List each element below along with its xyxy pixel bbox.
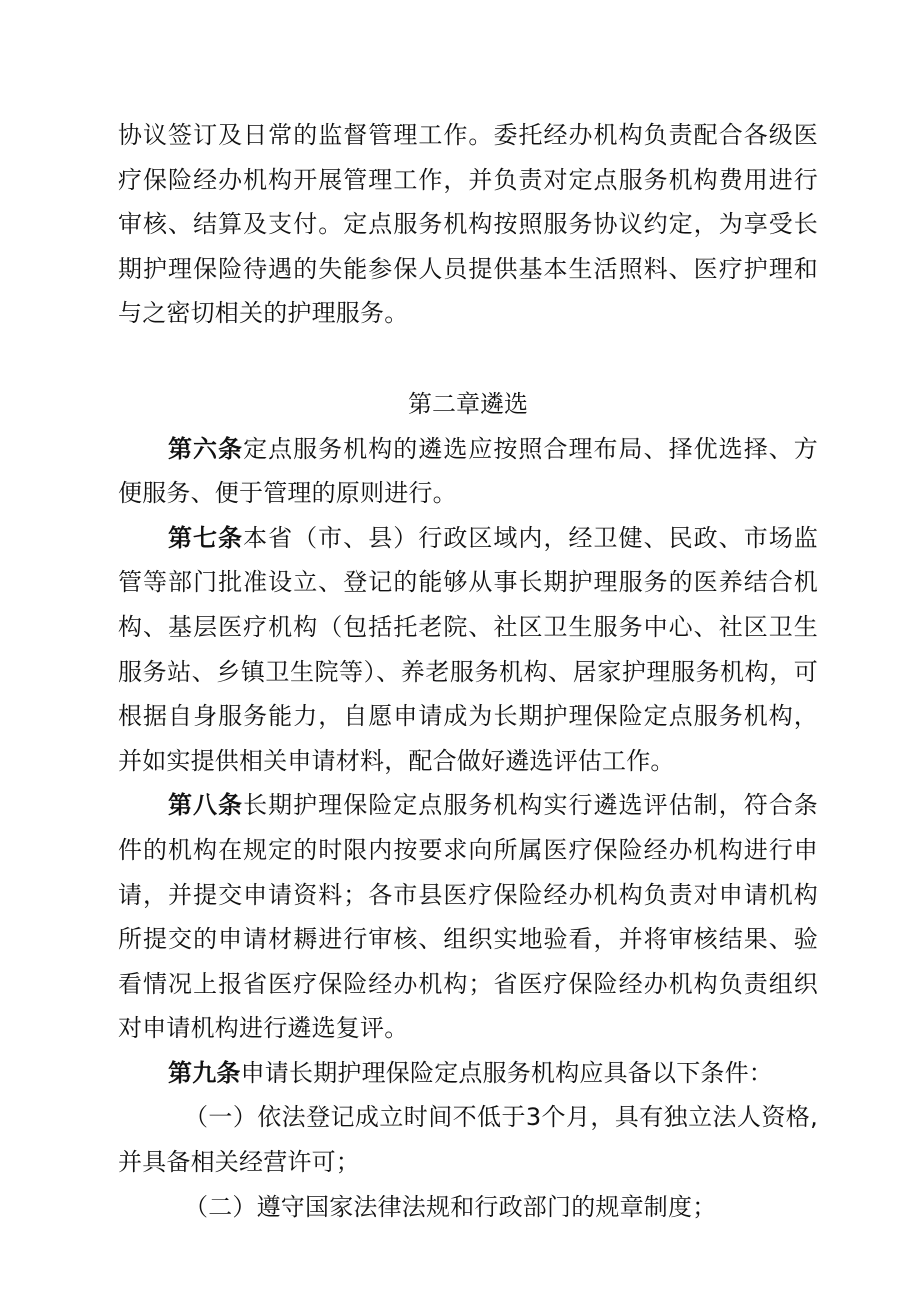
document-page [118,113,818,1229]
article-6 [118,427,818,516]
article-7 [118,516,818,784]
article-9 [118,1051,818,1096]
article-8 [118,783,818,1051]
article-6-label: 第六条 [168,434,244,463]
article-7-label: 第七条 [168,523,244,552]
article-8-label: 第八条 [168,791,244,820]
article-9-label: 第九条 [168,1058,241,1087]
condition-1: （一）依法登记成立时间不低于3个月，具有独立法人资格,并具备相关经营许可； [118,1103,818,1177]
chapter-heading: 第二章遴选 [408,389,528,418]
article-7-text: 本省（市、县）行政区域内，经卫健、民政、市场监管等部门批准设立、登记的能够从事长期护理服务的医养结合机构、基层医疗机构（包括托老院、社区卫生服务中心、社区卫生服务站、乡镇卫生院等）、养老服务机构、居家护理服务机构，可根据自身服务能力，自愿申请成为长期护理保险定点服务机构，并如实提供相关申请材料，配合做好遴选评估工作。 [118,523,818,775]
intro-paragraph: 协议签订及日常的监督管理工作。委托经办机构负责配合各级医疗保险经办机构开展管理工作，并负责对定点服务机构费用进行审核、结算及支付。定点服务机构按照服务协议约定，为享受长期护理保险待遇的失能参保人员提供基本生活照料、医疗护理和与之密切相关的护理服务。 [118,121,818,328]
condition-2: （二）遵守国家法律法规和行政部门的规章制度； [184,1192,717,1221]
article-9-text: 申请长期护理保险定点服务机构应具备以下条件： [240,1058,774,1087]
article-6-text: 定点服务机构的遴选应按照合理布局、择优选择、方便服务、便于管理的原则进行。 [118,434,818,508]
article-8-text: 长期护理保险定点服务机构实行遴选评估制，符合条件的机构在规定的时限内按要求向所属医疗保险经办机构进行申请，并提交申请资料；各市县医疗保险经办机构负责对申请机构所提交的申请材耨进行审核、组织实地验看，并将审核结果、验看情况上报省医疗保险经办机构；省医疗保险经办机构负责组织对申请机构进行遴选复评。 [118,791,818,1043]
